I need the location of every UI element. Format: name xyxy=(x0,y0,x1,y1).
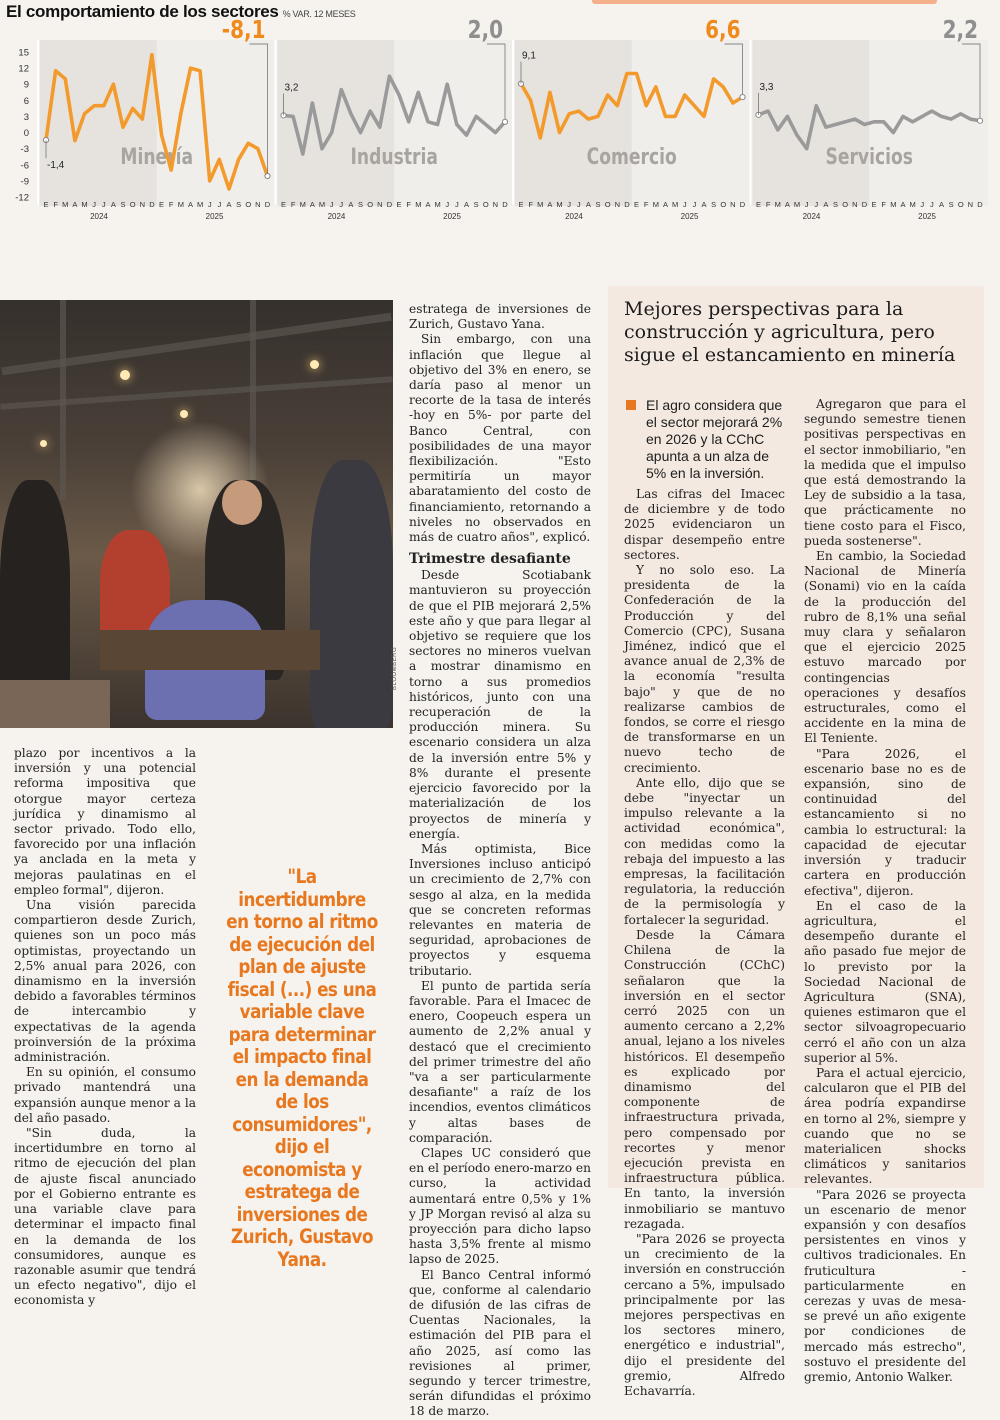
y-tick-label: -3 xyxy=(20,144,29,156)
paragraph: "Para 2026, el escenario base no es de expansión, sino de continuidad del estancamiento si no cambia lo estructural: la capacidad de ejecutar inversión y traducir cartera en producción efectiva", dijeron. xyxy=(804,746,966,898)
month-tick-label: E xyxy=(871,200,877,209)
market-photo xyxy=(0,300,393,728)
paragraph: "Sin duda, la incertidumbre en torno al ritmo de ejecución del plan de ajuste fiscal anunciado por el Gobierno entrante es una variable clave para determinar el impacto final en la demanda de los consumidores, aunque es razonable asumir que tendrá un efecto negativo", dijo el economista y xyxy=(14,1126,196,1308)
month-tick-label: A xyxy=(784,200,790,209)
paragraph: En su opinión, el consumo privado mantendrá una expansión aunque menor a la del año pasado. xyxy=(14,1065,196,1125)
month-tick-label: D xyxy=(502,200,508,209)
month-tick-label: J xyxy=(692,200,697,209)
month-tick-label: S xyxy=(711,200,717,209)
y-tick-label: 12 xyxy=(18,63,29,75)
month-tick-label: F xyxy=(765,200,771,209)
paragraph: Desde la Cámara Chilena de la Construcción (CChC) señalaron que la inversión en el sector cerró 2025 con un aumento cercano a 2,2% anual, lejano a los niveles históricos. El desempeño es explicado por dinamismo del componente de infraestructura privada, pero compensado por recortes y menor ejecución prevista en infraestructura pública. En tanto, la inversión inmobiliario se mantuvo rezagada. xyxy=(624,927,785,1231)
year-label: 2025 xyxy=(443,212,461,221)
month-tick-label: A xyxy=(187,200,193,209)
month-tick-label: O xyxy=(129,200,136,209)
chart-subtitle: % VAR. 12 MESES xyxy=(282,9,356,19)
month-tick-label: A xyxy=(823,200,829,209)
month-tick-label: D xyxy=(386,200,393,209)
month-tick-label: J xyxy=(101,200,106,209)
month-tick-label: M xyxy=(909,200,916,209)
sidebar-title: Mejores perspectivas para la construcción y agricultura, pero sigue el estancamiento en minería xyxy=(624,298,956,366)
paragraph: plazo por incentivos a la inversión y una potencial reforma impositiva que otorgue mayor certeza jurídica y dinamismo al sector privado. Todo ello, favorecido por una inflación ya anclada en la meta y mejoras paulatinas en el empleo formal", dijeron. xyxy=(14,746,196,897)
month-tick-label: M xyxy=(81,200,88,209)
y-tick-label: -6 xyxy=(20,160,29,172)
month-tick-label: N xyxy=(139,200,146,209)
month-tick-label: J xyxy=(804,200,809,209)
month-tick-label: J xyxy=(445,200,450,209)
ceiling-beam xyxy=(60,300,66,500)
month-tick-label: M xyxy=(652,200,659,209)
month-tick-label: O xyxy=(720,200,727,209)
month-tick-label: M xyxy=(774,200,781,209)
month-tick-label: F xyxy=(643,200,649,209)
month-tick-label: N xyxy=(967,200,974,209)
month-tick-label: A xyxy=(72,200,78,209)
bullet-square-icon xyxy=(626,400,636,410)
month-tick-label: J xyxy=(339,200,344,209)
end-value-label: 2,0 xyxy=(467,15,503,45)
person-man-cap xyxy=(310,460,393,728)
y-tick-label: 15 xyxy=(18,47,29,59)
market-table xyxy=(100,630,320,670)
month-tick-label: D xyxy=(861,200,868,209)
month-tick-label: J xyxy=(217,200,222,209)
month-tick-label: M xyxy=(537,200,544,209)
paragraph: estratega de inversiones de Zurich, Gustavo Yana. xyxy=(409,302,591,332)
highlight-text: El agro considera que el sector mejorará 2% en 2026 y la CChC apunta a un alza de 5% en la inversión. xyxy=(646,397,783,481)
month-tick-label: J xyxy=(920,200,925,209)
sector-chart xyxy=(0,15,1000,226)
paragraph: En el caso de la agricultura, el desempeño durante el año pasado fue mejor de lo previsto por la Sociedad Nacional de Agricultura (SNA), quienes estimaron que el sector silvoagropecuario cerró el año con un alza superior al 5%. xyxy=(804,898,966,1065)
month-tick-label: J xyxy=(929,200,934,209)
month-tick-label: F xyxy=(53,200,58,209)
month-tick-label: A xyxy=(662,200,668,209)
month-tick-label: M xyxy=(299,200,306,209)
end-marker xyxy=(265,173,270,178)
month-tick-label: O xyxy=(245,200,252,209)
ceiling-light xyxy=(40,440,47,447)
month-tick-label: F xyxy=(406,200,411,209)
paragraph: Las cifras del Imacec de diciembre y de todo 2025 evidenciaron un dispar desempeño entre sectores. xyxy=(624,487,785,562)
month-tick-label: A xyxy=(110,200,116,209)
paragraph: Desde Scotiabank mantuvieron su proyección de que el PIB mejorará 2,5% este año y que para llegar al objetivo se requiere que los sectores no mineros vuelvan a mostrar dinamismo en torno a sus promedios históricos, junto con una recuperación de la producción minera. Su escenario considera un alza de la inversión entre 5% y 8% durante el presente ejercicio favorecido por la materialización de los proyectos de minería y energía. xyxy=(409,568,591,841)
month-tick-label: A xyxy=(463,200,469,209)
month-tick-label: A xyxy=(226,200,232,209)
month-tick-label: A xyxy=(547,200,553,209)
month-tick-label: S xyxy=(473,200,479,209)
paragraph: En cambio, la Sociedad Nacional de Minería (Sonami) vio en la caída de la producción del rubro de 8,1% una señal muy clara y señalaron que el ejercicio 2025 estuvo marcado por contingencias operaciones y desafíos estructurales, como el accidente en la mina de El Teniente. xyxy=(804,549,966,746)
y-tick-label: 9 xyxy=(23,79,29,91)
month-tick-label: E xyxy=(159,200,165,209)
month-tick-label: D xyxy=(149,200,155,209)
paragraph: Sin embargo, con una inflación que llegue al objetivo del 3% en enero, se daría paso al menor un recorte de la tasa de interés -hoy en 5%- por parte del Banco Central, con posibilidades de una mayor flexibilización. "Esto permitiría un mayor abaratamiento del costo de financiamiento, retornando a niveles no observados en más de cuatro años", explicó. xyxy=(409,332,591,545)
person-face xyxy=(222,480,262,525)
month-tick-label: J xyxy=(576,200,581,209)
month-tick-label: N xyxy=(492,200,499,209)
month-tick-label: E xyxy=(634,200,640,209)
month-tick-label: E xyxy=(280,200,287,209)
year-label: 2024 xyxy=(802,212,821,221)
month-tick-label: N xyxy=(852,200,858,209)
month-tick-label: N xyxy=(255,200,261,209)
sidebar-highlight xyxy=(624,397,788,482)
month-tick-label: O xyxy=(482,200,489,209)
month-tick-label: J xyxy=(92,200,97,209)
month-tick-label: E xyxy=(755,200,762,209)
month-tick-label: E xyxy=(43,200,49,209)
ceiling-light xyxy=(310,360,319,369)
month-tick-label: M xyxy=(556,200,563,209)
month-tick-label: J xyxy=(207,200,212,209)
month-tick-label: A xyxy=(938,200,944,209)
paragraph: "Para 2026 se proyecta un crecimiento de la inversión en construcción cercano a 5%, impulsado principalmente por las mejores perspectivas en los sectores minero, energético e industrial", dijo el presidente del gremio, Alfredo Echavarría. xyxy=(624,1231,785,1398)
month-tick-label: J xyxy=(567,200,572,209)
month-tick-label: F xyxy=(528,200,533,209)
year-label: 2025 xyxy=(205,212,224,221)
month-tick-label: O xyxy=(842,200,849,209)
month-tick-label: S xyxy=(595,200,601,209)
end-value-label: -8,1 xyxy=(221,15,266,45)
month-tick-label: M xyxy=(318,200,326,209)
end-marker xyxy=(740,95,745,100)
chart-title-text: El comportamiento de los sectores xyxy=(6,2,279,21)
year-shade xyxy=(40,40,157,206)
month-tick-label: J xyxy=(814,200,819,209)
y-tick-label: 3 xyxy=(23,111,29,123)
month-tick-label: D xyxy=(624,200,630,209)
month-tick-label: A xyxy=(348,200,354,209)
month-tick-label: M xyxy=(434,200,441,209)
pull-quote: "La incertidumbre en torno al ritmo de ejecución del plan de ajuste fiscal (...) es una variable clave para determinar el impacto final en la demanda de los consumidores", dijo el economista y estratega de inversiones de Zurich, Gustavo Yana. xyxy=(226,865,378,1271)
year-label: 2024 xyxy=(565,212,583,221)
chart-title xyxy=(6,2,355,22)
y-tick-label: -12 xyxy=(15,192,29,204)
article-column-2 xyxy=(409,302,591,1420)
header-accent-bar xyxy=(592,0,937,4)
y-tick-label: 6 xyxy=(23,95,29,107)
month-tick-label: J xyxy=(682,200,687,209)
paragraph: Clapes UC consideró que en el período enero-marzo en curso, la actividad aumentará entre 0,5% y 1% y JP Morgan revisó al alza su proyección para dicho lapso hasta 3,5% frente al mismo lapso de 2025. xyxy=(409,1145,591,1267)
end-marker xyxy=(502,119,507,124)
month-tick-label: S xyxy=(948,200,954,209)
article-column-1 xyxy=(14,746,196,1309)
month-tick-label: F xyxy=(881,200,886,209)
ceiling-light xyxy=(120,370,130,380)
paragraph: El punto de partida sería favorable. Para el Imacec de enero, Coopeuch espera un aumento de 2,2% anual y destacó que el crecimiento del primer trimestre del año "va a ser particularmente desafiante" a raíz de los incendios, eventos climáticos y altas bases de comparación. xyxy=(409,978,591,1145)
month-tick-label: A xyxy=(585,200,591,209)
month-tick-label: D xyxy=(264,200,271,209)
y-tick-label: 0 xyxy=(23,128,29,140)
month-tick-label: F xyxy=(290,200,296,209)
panel-name: Comercio xyxy=(586,143,677,170)
month-tick-label: M xyxy=(671,200,679,209)
year-shade xyxy=(515,40,632,206)
panel-name: Industria xyxy=(350,143,438,170)
month-tick-label: E xyxy=(396,200,402,209)
month-tick-label: D xyxy=(739,200,746,209)
sidebar-column-2 xyxy=(804,397,966,1385)
start-value-label: 9,1 xyxy=(522,50,536,62)
year-label: 2024 xyxy=(90,212,108,221)
month-tick-label: F xyxy=(168,200,174,209)
y-tick-label: -9 xyxy=(20,176,29,188)
month-tick-label: M xyxy=(177,200,184,209)
month-tick-label: J xyxy=(454,200,459,209)
end-value-label: 6,6 xyxy=(705,15,741,45)
start-value-label: 3,3 xyxy=(759,81,774,93)
end-value-label: 2,2 xyxy=(942,15,978,45)
month-tick-label: S xyxy=(358,200,364,209)
ceiling-light xyxy=(180,410,188,418)
month-tick-label: O xyxy=(957,200,964,209)
end-marker xyxy=(977,118,982,123)
month-tick-label: M xyxy=(196,200,204,209)
month-tick-label: N xyxy=(730,200,736,209)
month-tick-label: S xyxy=(120,200,126,209)
month-tick-label: D xyxy=(977,200,983,209)
chair xyxy=(0,680,110,728)
year-label: 2025 xyxy=(918,212,936,221)
paragraph: Y no solo eso. La presidenta de la Confederación de la Producción y del Comercio (CPC), Susana Jiménez, indicó que el avance anual de 2,3% de la economía "resulta bajo" y que de no realizarse cambios de fondos, se corre el riesgo de transformarse en un nuevo techo de crecimiento. xyxy=(624,563,785,775)
paragraph: "Para 2026 se proyecta un escenario de menor expansión y con desafíos persistentes en vinos y cultivos tradicionales. En fruticultura -particularmente en cerezas y uvas de mesa- se prevé un año exigente por condiciones de mercado más estrecho", sostuvo el presidente del gremio, Antonio Walker. xyxy=(804,1187,966,1384)
year-label: 2024 xyxy=(327,212,346,221)
month-tick-label: M xyxy=(415,200,422,209)
month-tick-label: A xyxy=(309,200,315,209)
paragraph: Más optimista, Bice Inversiones incluso anticipó un crecimiento de 2,7% con sesgo al alza, en la medida que se concreten reformas relevantes en materia de seguridad, aprobaciones de proyectos y esquema tributario. xyxy=(409,841,591,978)
month-tick-label: E xyxy=(518,200,524,209)
paragraph: Agregaron que para el segundo semestre tienen positivas perspectivas en el sector inmobiliario, "en la medida que el impulso que está demostrando la Ley de subsidio a la tasa, que prácticamente no tiene costo para el Fisco, pueda sostenerse". xyxy=(804,397,966,548)
start-value-label: -1,4 xyxy=(47,160,65,172)
month-tick-label: J xyxy=(329,200,334,209)
month-tick-label: O xyxy=(367,200,374,209)
year-label: 2025 xyxy=(680,212,699,221)
month-tick-label: S xyxy=(236,200,242,209)
panel-name: Minería xyxy=(120,143,194,170)
month-tick-label: N xyxy=(614,200,621,209)
month-tick-label: S xyxy=(833,200,839,209)
start-value-label: 3,2 xyxy=(284,82,299,94)
month-tick-label: A xyxy=(701,200,707,209)
paragraph: Para el actual ejercicio, calcularon que el PIB del área podría expandirse en torno al 2%, siempre y cuando que no se materialicen shocks climáticos y sanitarios relevantes. xyxy=(804,1065,966,1187)
month-tick-label: M xyxy=(793,200,801,209)
photo-credit: BLOOMBERG xyxy=(392,646,398,690)
month-tick-label: M xyxy=(890,200,897,209)
month-tick-label: O xyxy=(604,200,611,209)
paragraph: El Banco Central informó que, conforme al calendario de difusión de las cifras de Cuentas Nacionales, la estimación del PIB para el año 2025, así como las revisiones al primer, segundo y tercer trimestre, serán difundidas el próximo 18 de marzo. xyxy=(409,1267,591,1419)
paragraph: Ante ello, dijo que se debe "inyectar un impulso relevante a la actividad económica", con medidas como la rebaja del impuesto a las empresas, la facilitación regulatoria, la reducción de la permisología y fortalecer la seguridad. xyxy=(624,775,785,927)
panel-name: Servicios xyxy=(825,143,914,170)
paragraph: Una visión parecida compartieron desde Zurich, quienes son un poco más optimistas, proyectando un 2,5% anual para 2026, con dinamismo en la inversión debido a favorables términos de intercambio y expectativas de la agenda proinversión de la próxima administración. xyxy=(14,898,196,1065)
month-tick-label: A xyxy=(425,200,431,209)
section-heading: Trimestre desafiante xyxy=(409,551,571,568)
month-tick-label: A xyxy=(900,200,906,209)
sidebar-column-1 xyxy=(624,487,785,1399)
month-tick-label: M xyxy=(62,200,69,209)
month-tick-label: N xyxy=(377,200,383,209)
